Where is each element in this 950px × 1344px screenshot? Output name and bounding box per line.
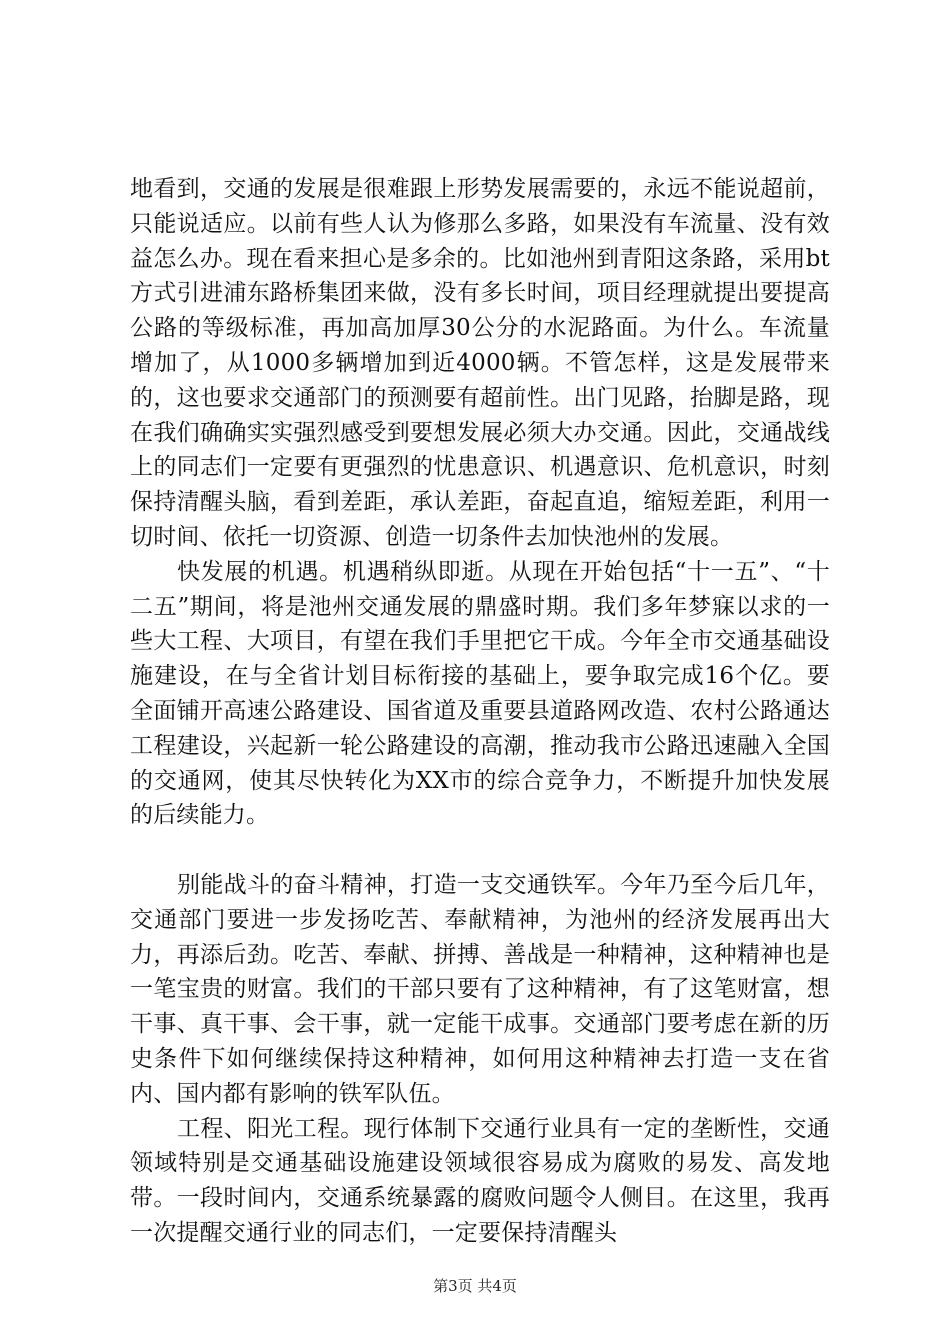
page-footer: 第3页 共4页	[433, 1277, 517, 1295]
paragraph-1: 地看到，交通的发展是很难跟上形势发展需要的，永远不能说超前，只能说适应。以前有些人认为修那么多路，如果没有车流量、没有效益怎么办。现在看来担心是多余的。比如池州到青阳这条路，采用bt方式引进浦东路桥集团来做，没有多长时间，项目经理就提出要提高公路的等级标准，再加高加厚30公分的水泥路面。为什么。车流量增加了，从1000多辆增加到近4000辆。不管怎样，这是发展带来的，这也要求交通部门的预测要有超前性。出门见路，抬脚是路，现在我们确确实实强烈感受到要想发展必须大办交通。因此，交通战线上的同志们一定要有更强烈的忧患意识、机遇意识、危机意识，时刻保持清醒头脑，看到差距，承认差距，奋起直追，缩短差距，利用一切时间、依托一切资源、创造一切条件去加快池州的发展。	[130, 176, 830, 550]
paragraph-3: 别能战斗的奋斗精神，打造一支交通铁军。今年乃至今后几年，交通部门要进一步发扬吃苦、奉献精神，为池州的经济发展再出大力，再添后劲。吃苦、奉献、拼搏、善战是一种精神，这种精神也是一笔宝贵的财富。我们的干部只要有了这种精神，有了这笔财富，想干事、真干事、会干事，就一定能干成事。交通部门要考虑在新的历史条件下如何继续保持这种精神，如何用这种精神去打造一支在省内、国内都有影响的铁军队伍。	[130, 871, 830, 1107]
document-body	[130, 172, 830, 1251]
paragraph-2: 快发展的机遇。机遇稍纵即逝。从现在开始包括“十一五”、“十二五”期间，将是池州交通发展的鼎盛时期。我们多年梦寐以求的一些大工程、大项目，有望在我们手里把它干成。今年全市交通基础设施建设，在与全省计划目标衔接的基础上，要争取完成16个亿。要全面铺开高速公路建设、国省道及重要县道路网改造、农村公路通达工程建设，兴起新一轮公路建设的高潮，推动我市公路迅速融入全国的交通网，使其尽快转化为XX市的综合竞争力，不断提升加快发展的后续能力。	[130, 558, 830, 829]
paragraph-4: 工程、阳光工程。现行体制下交通行业具有一定的垄断性，交通领域特别是交通基础设施建设领域很容易成为腐败的易发、高发地带。一段时间内，交通系统暴露的腐败问题令人侧目。在这里，我再一次提醒交通行业的同志们，一定要保持清醒头	[130, 1115, 830, 1246]
paragraph-gap	[130, 833, 830, 868]
